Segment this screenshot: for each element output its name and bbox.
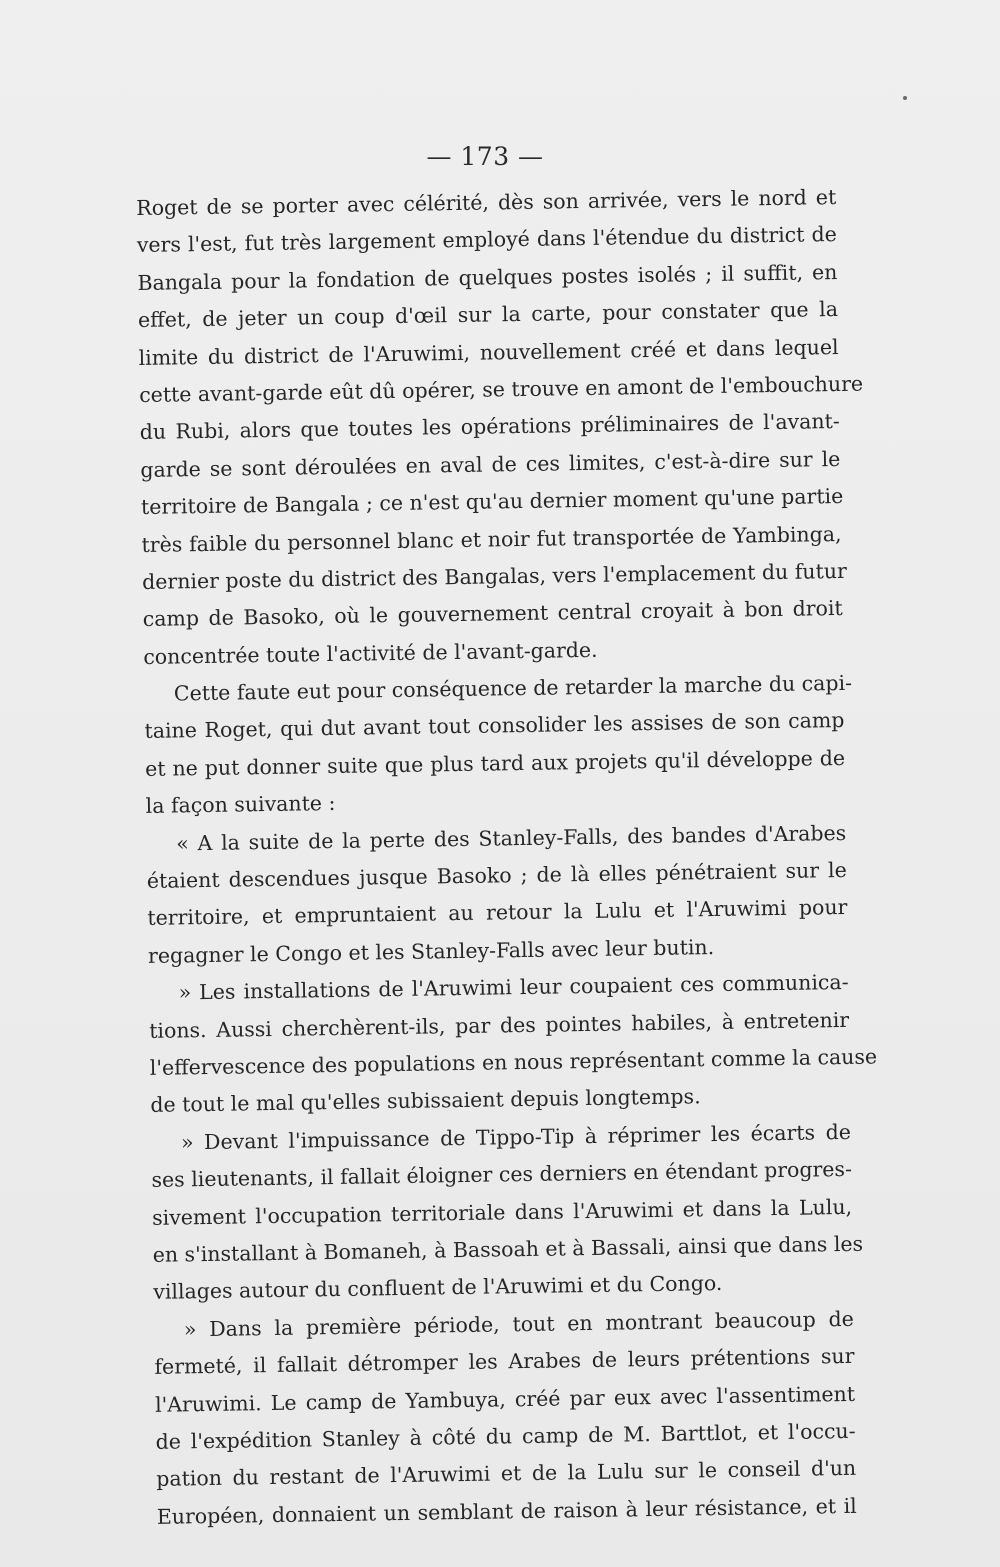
text-line: sivement l'occupation territoriale dans l'Aruwimi et dans la Lulu,: [151, 1194, 853, 1230]
text-line: du Rubi, alors que toutes les opérations préliminaires de l'avant-: [139, 409, 840, 445]
text-line: Européen, donnaient un semblant de raison à leur résistance, et il: [156, 1493, 857, 1529]
text-line: étaient descendues jusque Basoko ; de là elles pénétraient sur le: [146, 857, 847, 893]
text-line: et ne put donner suite que plus tard aux projets qu'il développe de: [144, 745, 846, 781]
text-line: regagner le Congo et les Stanley-Falls avec leur butin.: [147, 934, 715, 968]
text-line: de tout le mal qu'elles subissaient depuis longtemps.: [150, 1084, 701, 1118]
text-line: territoire, et empruntaient au retour la Lulu et l'Aruwimi pour: [147, 895, 848, 931]
text-line: de l'expédition Stanley à côté du camp de M. Barttlot, et l'occu-: [155, 1418, 856, 1454]
text-line: tions. Aussi cherchèrent-ils, par des pointes habiles, à entretenir: [149, 1007, 850, 1043]
text-line: » Les installations de l'Aruwimi leur coupaient ces communica-: [178, 970, 849, 1005]
text-line: « A la suite de la perte des Stanley-Falls, des bandes d'Arabes: [176, 820, 847, 856]
text-line: Bangala pour la fondation de quelques postes isolés ; il suffit, en: [137, 259, 838, 295]
text-line: ses lieutenants, il fallait éloigner ces derniers en étendant progres-: [151, 1157, 853, 1193]
text-line: l'effervescence des populations en nous représentant comme la cause: [149, 1044, 878, 1080]
text-line: Cette faute eut pour conséquence de retarder la marche du capi-: [173, 670, 853, 706]
text-line: » Dans la première période, tout en montrant beaucoup de: [183, 1306, 855, 1342]
text-line: dernier poste du district des Bangalas, vers l'emplacement du futur: [141, 558, 847, 594]
text-line: Roget de se porter avec célérité, dès son arrivée, vers le nord et: [136, 185, 837, 220]
body-text: [136, 179, 878, 1536]
text-line: villages autour du confluent de l'Aruwimi et du Congo.: [153, 1271, 723, 1305]
text-line: garde se sont déroulées en aval de ces limites, c'est-à-dire sur le: [140, 446, 841, 482]
text-line: limite du district de l'Aruwimi, nouvellement créé et dans lequel: [138, 334, 839, 370]
text-line: taine Roget, qui dut avant tout consolider les assises de son camp: [144, 708, 845, 744]
text-line: » Devant l'impuissance de Tippo-Tip à réprimer les écarts de: [180, 1119, 852, 1155]
text-line: fermeté, il fallait détromper les Arabes de leurs prétentions sur: [154, 1343, 855, 1379]
text-line: camp de Basoko, où le gouvernement central croyait à bon droit: [142, 596, 843, 632]
text-line: concentrée toute l'activité de l'avant-garde.: [143, 637, 598, 669]
text-line: très faible du personnel blanc et noir fut transportée de Yambinga,: [141, 521, 842, 557]
text-line: la façon suivante :: [145, 791, 336, 819]
text-line: en s'installant à Bomaneh, à Bassoah et à Bassali, ainsi que dans les: [152, 1231, 864, 1267]
text-line: territoire de Bangala ; ce n'est qu'au dernier moment qu'une partie: [140, 484, 844, 520]
text-line: cette avant-garde eût dû opérer, se trouve en amont de l'embouchure: [139, 371, 864, 407]
page-number: — 173 —: [426, 142, 544, 171]
text-line: vers l'est, fut très largement employé dans l'étendue du district de: [136, 222, 837, 258]
ink-speck: [903, 96, 907, 100]
text-line: l'Aruwimi. Le camp de Yambuya, créé par eux avec l'assentiment: [154, 1381, 856, 1417]
text-line: effet, de jeter un coup d'œil sur la carte, pour constater que la: [137, 297, 839, 333]
text-line: pation du restant de l'Aruwimi et de la Lulu sur le conseil d'un: [156, 1456, 857, 1492]
